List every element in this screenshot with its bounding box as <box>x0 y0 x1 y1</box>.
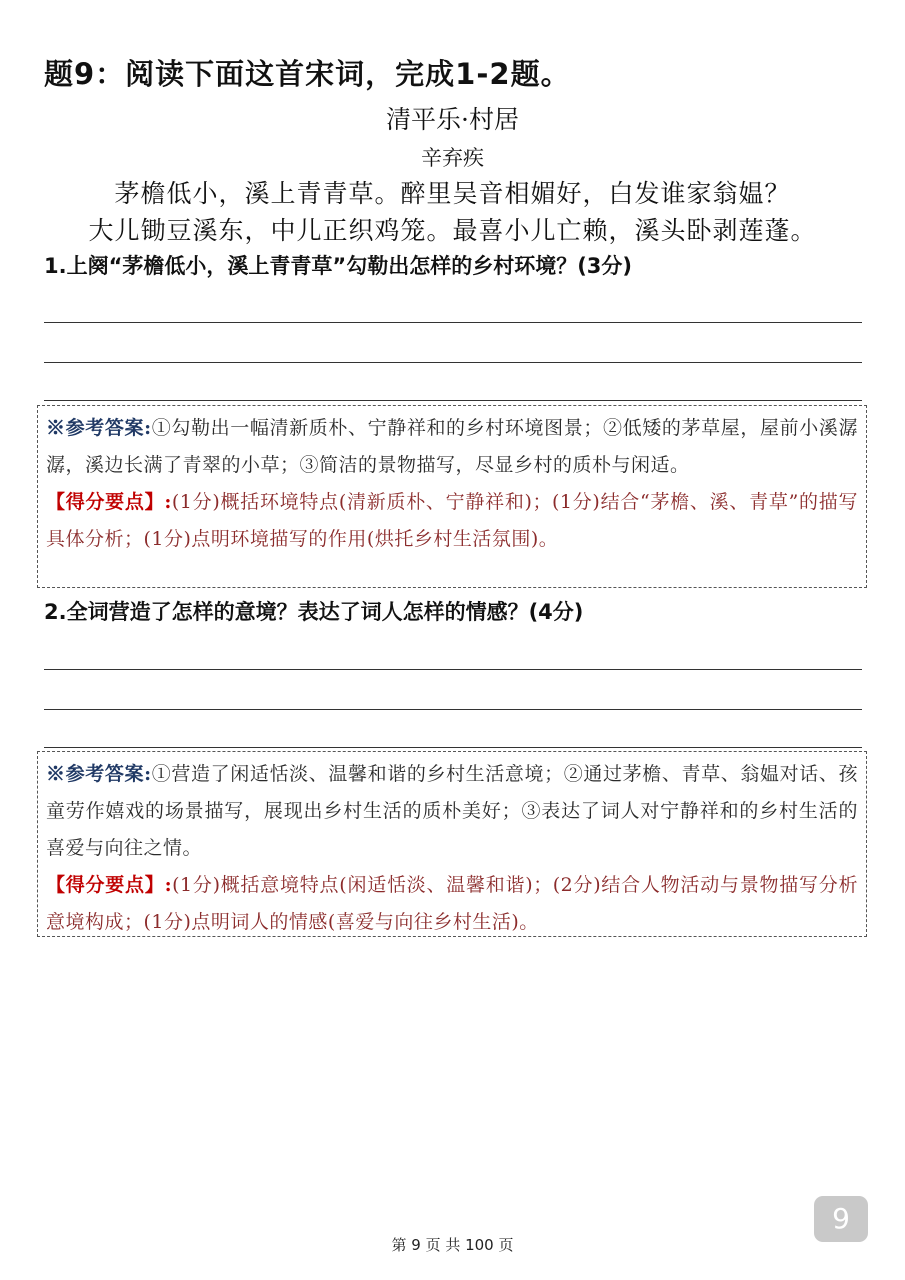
page-footer: 第 9 页 共 100 页 <box>391 1236 514 1254</box>
question-1: 1.上阕“茅檐低小，溪上青青草”勾勒出怎样的乡村环境？(3分) <box>44 254 632 278</box>
answer-colon: : <box>144 763 152 785</box>
points-text: (1分)概括意境特点(闲适恬淡、温馨和谐)；(2分)结合人物活动与景物描写分析意境构成；(1分)点明词人的情感(喜爱与向往乡村生活)。 <box>46 874 858 933</box>
answer-line <box>44 400 862 401</box>
poem-title: 清平乐·村居 <box>386 105 519 134</box>
points-text: (1分)概括环境特点(清新质朴、宁静祥和)；(1分)结合“茅檐、溪、青草”的描写具体分析；(1分)点明环境描写的作用(烘托乡村生活氛围)。 <box>46 491 858 550</box>
reference-answer-box-2 <box>37 751 867 937</box>
answer-line <box>44 669 862 670</box>
question-2: 2.全词营造了怎样的意境？表达了词人怎样的情感？(4分) <box>44 600 584 624</box>
answer-line <box>44 322 862 323</box>
points-colon: : <box>164 874 173 896</box>
poem-line: 大儿锄豆溪东，中儿正织鸡笼。最喜小儿亡赖，溪头卧剥莲蓬。 <box>88 216 817 245</box>
answer-text: ①勾勒出一幅清新质朴、宁静祥和的乡村环境图景；②低矮的茅草屋，屋前小溪潺潺，溪边长满了青翠的小草；③简洁的景物描写，尽显乡村的质朴与闲适。 <box>46 417 858 476</box>
points-colon: : <box>164 491 172 513</box>
points-label: 【得分要点】 <box>46 874 165 896</box>
page-number-badge: 9 <box>814 1196 868 1242</box>
answer-label: ※参考答案 <box>46 763 145 785</box>
answer-text: ①营造了闲适恬淡、温馨和谐的乡村生活意境；②通过茅檐、青草、翁媪对话、孩童劳作嬉戏的场景描写，展现出乡村生活的质朴美好；③表达了词人对宁静祥和的乡村生活的喜爱与向往之情。 <box>46 763 858 859</box>
points-label: 【得分要点】 <box>46 491 165 513</box>
answer-line <box>44 362 862 363</box>
poem-line: 茅檐低小，溪上青青草。醉里吴音相媚好，白发谁家翁媪？ <box>114 179 791 208</box>
exercise-title: 题9：阅读下面这首宋词，完成1-2题。 <box>44 57 571 91</box>
answer-line <box>44 709 862 710</box>
reference-answer-box-1 <box>37 405 867 588</box>
answer-label: ※参考答案 <box>46 417 145 439</box>
answer-line <box>44 747 862 748</box>
answer-colon: : <box>144 417 152 439</box>
poem-author: 辛弃疾 <box>421 146 484 170</box>
